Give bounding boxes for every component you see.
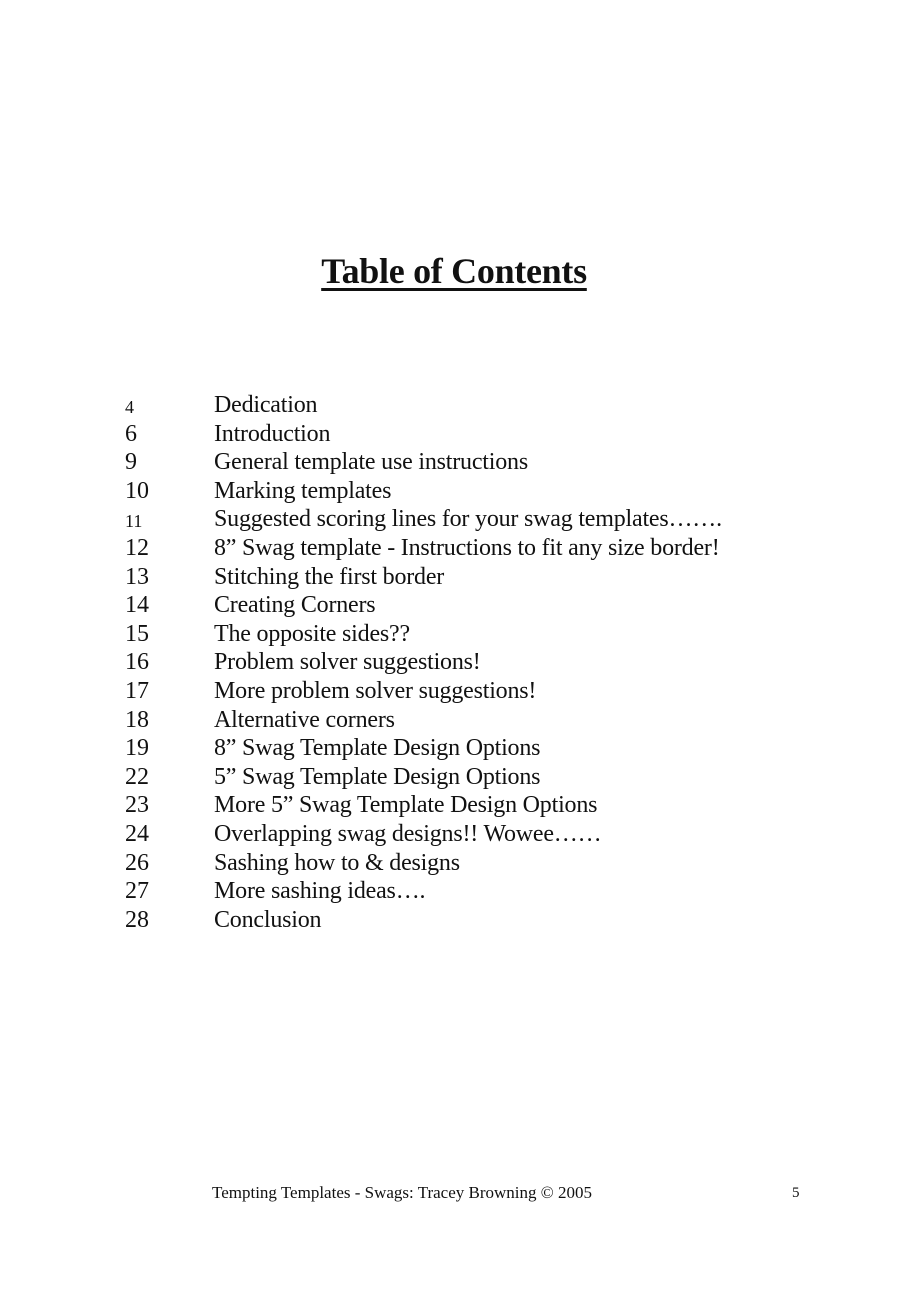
toc-entry	[0, 563, 924, 592]
toc-entry	[0, 505, 924, 534]
toc-entry	[0, 448, 924, 477]
toc-page-number: 18	[125, 706, 149, 733]
toc-label: General template use instructions	[214, 449, 528, 476]
toc-label: Problem solver suggestions!	[214, 649, 481, 676]
toc-page-number: 14	[125, 592, 149, 619]
toc-entry	[0, 677, 924, 706]
toc-page-number: 19	[125, 735, 149, 762]
toc-page-number: 17	[125, 677, 149, 704]
toc-label: 8” Swag Template Design Options	[214, 735, 541, 762]
toc-page-number: 28	[125, 906, 149, 933]
toc-label: More 5” Swag Template Design Options	[214, 792, 598, 819]
toc-entry	[0, 591, 924, 620]
toc-label: Marking templates	[214, 477, 392, 504]
toc-label: Creating Corners	[214, 592, 376, 619]
toc-page-number: 4	[125, 397, 134, 417]
toc-entry	[0, 763, 924, 792]
toc-page-number: 24	[125, 820, 149, 847]
toc-page-number: 11	[125, 511, 143, 532]
toc-entry	[0, 534, 924, 563]
toc-entry	[0, 877, 924, 906]
toc-page-number: 9	[125, 449, 137, 476]
toc-page-number: 15	[125, 620, 149, 647]
toc-entry	[0, 477, 924, 506]
toc-label: 8” Swag template - Instructions to fit any size border!	[214, 534, 720, 561]
footer-text: Tempting Templates - Swags: Tracey Browning © 2005	[212, 1183, 592, 1202]
toc-label: More problem solver suggestions!	[214, 677, 537, 704]
toc-page-number: 22	[125, 763, 149, 790]
toc-page-number: 16	[125, 649, 149, 676]
page-title	[0, 250, 908, 292]
toc-entry	[0, 906, 924, 935]
footer-page-number: 5	[792, 1185, 800, 1201]
toc-label: Conclusion	[214, 906, 322, 933]
toc-label: Overlapping swag designs!! Wowee……	[214, 820, 602, 847]
toc-label: More sashing ideas….	[214, 878, 426, 905]
toc-page-number: 13	[125, 563, 149, 590]
toc-entry	[0, 849, 924, 878]
toc-entry	[0, 706, 924, 735]
toc-page-number: 12	[125, 534, 149, 561]
toc-entry	[0, 734, 924, 763]
toc-entry	[0, 620, 924, 649]
toc-label: The opposite sides??	[214, 620, 410, 647]
toc-page-number: 10	[125, 477, 149, 504]
toc-page-number: 26	[125, 849, 149, 876]
toc-label: Stitching the first border	[214, 563, 445, 590]
toc-label: Sashing how to & designs	[214, 849, 460, 876]
toc-entry	[0, 791, 924, 820]
toc-label: Dedication	[214, 392, 318, 418]
toc-entry	[0, 820, 924, 849]
toc-label: Suggested scoring lines for your swag templates…….	[214, 506, 722, 533]
table-of-contents	[0, 391, 924, 934]
toc-label: 5” Swag Template Design Options	[214, 763, 541, 790]
page-title-text: Table of Contents	[321, 251, 587, 291]
toc-entry	[0, 648, 924, 677]
toc-page-number: 23	[125, 792, 149, 819]
toc-label: Introduction	[214, 420, 331, 447]
toc-page-number: 27	[125, 878, 149, 905]
toc-entry	[0, 391, 924, 420]
toc-page-number: 6	[125, 420, 137, 447]
toc-label: Alternative corners	[214, 706, 395, 733]
toc-entry	[0, 420, 924, 449]
